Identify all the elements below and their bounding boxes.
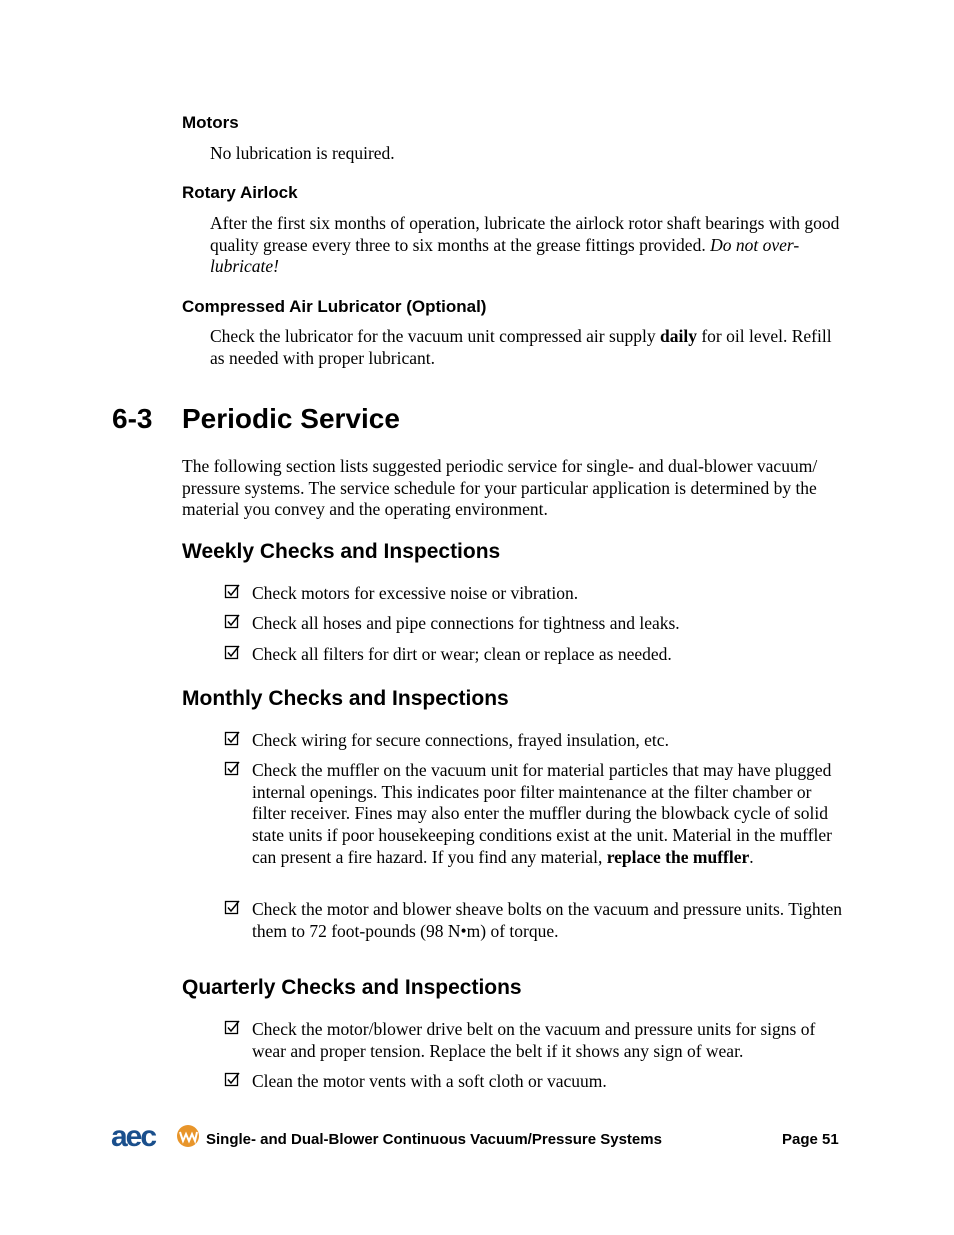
weekly-item: Check motors for excessive noise or vibration.: [252, 583, 579, 603]
section-intro: The following section lists suggested periodic service for single- and dual-blower vacuum/ pressure systems. The service schedule for your particular application is determined by the material you convey and the operating environment.: [182, 456, 818, 520]
checkbox-checked-icon: [224, 761, 242, 779]
section-number: 6-3: [112, 403, 153, 434]
logo-text: aec: [111, 1122, 156, 1150]
section-title: Periodic Service: [182, 403, 400, 434]
footer-document-title: Single- and Dual-Blower Continuous Vacuum/Pressure Systems: [206, 1131, 662, 1148]
replace-muffler-emphasis: replace the muffler: [606, 846, 750, 867]
monthly-item: Check the motor and blower sheave bolts on the vacuum and pressure units. Tighten them to 72 foot-pounds (98 N•m) of torque.: [252, 899, 843, 941]
aec-logo: [111, 1122, 203, 1150]
checkbox-checked-icon: [224, 1020, 242, 1038]
weekly-item: Check all filters for dirt or wear; clean or replace as needed.: [252, 644, 672, 664]
compressed-air-heading: Compressed Air Lubricator (Optional): [182, 297, 487, 316]
quarterly-item: Clean the motor vents with a soft cloth or vacuum.: [252, 1071, 607, 1091]
compressed-air-text: Check the lubricator for the vacuum unit compressed air supply daily for oil level. Refill as needed with proper lubricant.: [210, 326, 832, 368]
checkbox-checked-icon: [224, 731, 242, 749]
checkbox-checked-icon: [224, 1072, 242, 1090]
rotary-airlock-heading: Rotary Airlock: [182, 183, 298, 202]
checkbox-checked-icon: [224, 584, 242, 602]
quarterly-heading: Quarterly Checks and Inspections: [182, 976, 522, 999]
checkbox-checked-icon: [224, 614, 242, 632]
weekly-item: Check all hoses and pipe connections for tightness and leaks.: [252, 613, 680, 633]
checkbox-checked-icon: [224, 900, 242, 918]
weekly-heading: Weekly Checks and Inspections: [182, 540, 501, 563]
checkbox-checked-icon: [224, 645, 242, 663]
footer-page-number: Page 51: [782, 1131, 839, 1148]
motors-text: No lubrication is required.: [210, 143, 395, 163]
quarterly-item: Check the motor/blower drive belt on the vacuum and pressure units for signs of wear and proper tension. Replace the belt if it shows any sign of wear.: [252, 1019, 816, 1061]
monthly-item: Check the muffler on the vacuum unit for material particles that may have plugged internal openings. This indicates poor filter maintenance at the filter chamber or filter receiver. Fines may also enter the muffler during the blowback cycle of solid state units if poor housekeeping conditions exist at the unit. Material in the muffler can present a fire hazard. If you find any material, replace the muffler.: [252, 760, 832, 867]
daily-emphasis: daily: [660, 326, 697, 346]
motors-heading: Motors: [182, 113, 239, 132]
monthly-item: Check wiring for secure connections, frayed insulation, etc.: [252, 730, 669, 750]
rotary-airlock-text: After the first six months of operation, lubricate the airlock rotor shaft bearings with good quality grease every three to six months at the grease fittings provided. Do not over-lubricate!: [210, 213, 840, 277]
rotary-airlock-warning: Do not over-lubricate!: [210, 234, 800, 277]
monthly-heading: Monthly Checks and Inspections: [182, 687, 509, 710]
